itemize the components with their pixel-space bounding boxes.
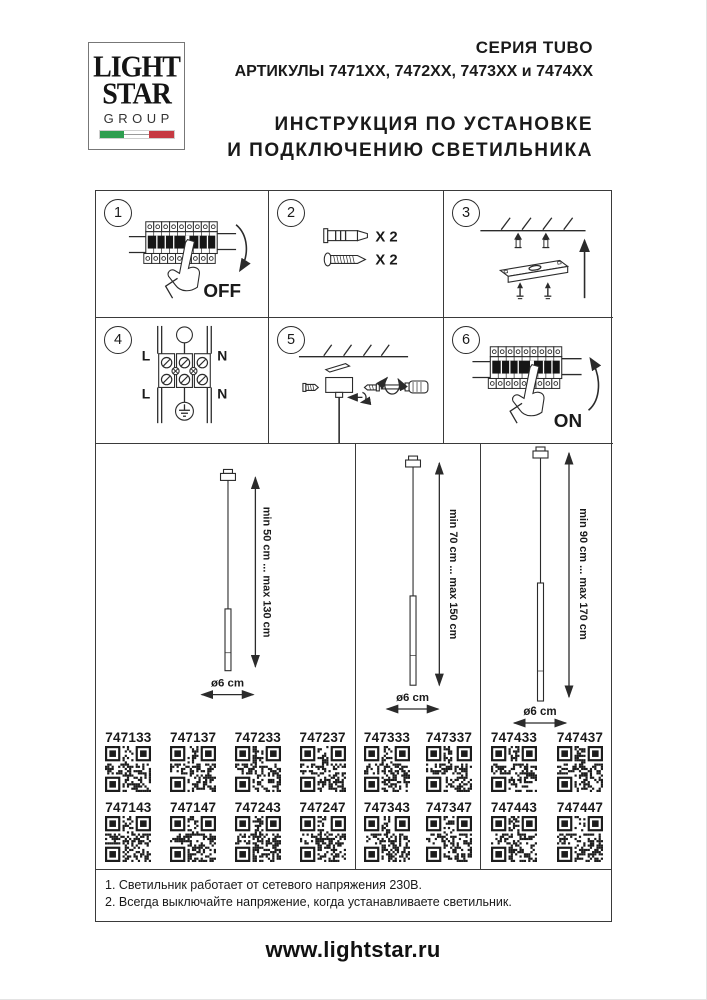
canopy-box <box>326 378 353 393</box>
article-item <box>290 800 355 870</box>
terminal-label-n-top: N <box>217 347 228 364</box>
article-number: 747433 <box>490 730 538 745</box>
article-item <box>547 730 613 800</box>
qr-code <box>235 746 281 792</box>
articles-grid-2 <box>356 730 480 870</box>
dowel-qty-label: X 2 <box>375 229 398 246</box>
on-label: ON <box>553 410 583 432</box>
step-number-1: 1 <box>104 199 132 227</box>
screw-up-icon <box>544 282 551 298</box>
height-range-label: min 50 cm ... max 130 cm <box>260 506 273 638</box>
flag-red-segment <box>149 131 174 138</box>
insert-arrow-icon <box>349 392 366 402</box>
canopy-nub <box>409 456 418 460</box>
article-number: 747143 <box>105 800 152 815</box>
logo-word-star: STAR <box>102 77 171 112</box>
article-item <box>96 730 161 800</box>
footer-url: www.lightstar.ru <box>265 937 441 962</box>
notes-section <box>96 869 611 921</box>
logo-word-light: LIGHT <box>93 50 180 85</box>
instruction-title-line2: И ПОДКЛЮЧЕНИЮ СВЕТИЛЬНИКА <box>227 140 593 161</box>
article-number: 747343 <box>363 800 411 815</box>
logo-word-group: GROUP <box>103 111 174 126</box>
flag-white-segment <box>124 131 149 138</box>
curved-arrow-up-icon <box>589 359 599 411</box>
height-range-label: min 70 cm ... max 150 cm <box>447 508 460 640</box>
articles-line: АРТИКУЛЫ 7471XX, 7472XX, 7473XX и 7474XX <box>234 63 593 80</box>
article-item <box>418 730 480 800</box>
italian-flag-stripe <box>100 131 174 138</box>
article-item <box>96 800 161 870</box>
qr-code <box>491 746 537 792</box>
article-number: 747247 <box>299 800 346 815</box>
article-number: 747437 <box>556 730 604 745</box>
qr-code <box>557 746 603 792</box>
article-item <box>481 730 547 800</box>
step-number-3: 3 <box>452 199 480 227</box>
article-number: 747443 <box>490 800 538 815</box>
article-item <box>481 800 547 870</box>
article-number: 747347 <box>425 800 473 815</box>
lightstar-logo <box>88 42 185 150</box>
qr-code <box>491 816 537 862</box>
instruction-table <box>95 190 612 922</box>
article-number: 747447 <box>556 800 604 815</box>
pendant-diagram-2 <box>356 444 480 732</box>
terminal-label-l-top: L <box>141 347 151 364</box>
ceiling-canopy <box>406 460 421 467</box>
ceiling-canopy <box>221 473 236 480</box>
qr-code <box>300 816 346 862</box>
screw-right-icon <box>364 384 379 391</box>
qr-code <box>105 816 151 862</box>
anchor-icon <box>514 233 522 248</box>
step-panel-2 <box>269 191 444 318</box>
articles-grid-1 <box>96 730 355 870</box>
terminal-label-l-bottom: L <box>141 385 151 402</box>
step-panel-5 <box>269 318 444 444</box>
anchor-icon <box>542 233 550 248</box>
pendant-column-2 <box>356 444 481 869</box>
canopy-nub <box>536 447 545 451</box>
screw-icon <box>324 253 365 266</box>
qr-code <box>170 816 216 862</box>
step-number-6: 6 <box>452 326 480 354</box>
diameter-label: ø6 cm <box>210 677 245 690</box>
step-number-5: 5 <box>277 326 305 354</box>
pendant-column-1 <box>96 444 356 869</box>
screwdriver-icon <box>381 378 428 394</box>
article-item <box>547 800 613 870</box>
qr-code <box>300 746 346 792</box>
ceiling-canopy <box>533 451 548 458</box>
wall-plug-icon <box>324 229 368 243</box>
article-item <box>356 800 418 870</box>
qr-code <box>235 816 281 862</box>
tube-lamp <box>225 609 231 671</box>
article-number: 747137 <box>170 730 217 745</box>
article-number: 747243 <box>234 800 281 815</box>
instruction-title <box>220 112 593 164</box>
terminal-label-n-bottom: N <box>217 385 228 402</box>
note-2: 2. Всегда выключайте напряжение, когда устанавливаете светильник. <box>105 895 512 909</box>
rod-connector <box>336 392 343 397</box>
bracket-small-icon <box>326 364 350 372</box>
step-panel-1 <box>96 191 269 318</box>
tube-lamp <box>410 596 416 685</box>
article-number: 747333 <box>363 730 411 745</box>
mounting-bracket <box>500 260 567 282</box>
screw-qty-label: X 2 <box>375 252 398 269</box>
note-1: 1. Светильник работает от сетевого напряжения 230В. <box>105 878 422 892</box>
diameter-label: ø6 cm <box>396 692 430 705</box>
step-number-2: 2 <box>277 199 305 227</box>
diameter-label: ø6 cm <box>523 706 557 718</box>
article-item <box>290 730 355 800</box>
article-number: 747233 <box>234 730 281 745</box>
article-number: 747147 <box>170 800 217 815</box>
qr-code <box>426 816 472 862</box>
pendant-diagram-3 <box>481 444 613 732</box>
ground-symbol <box>176 387 194 420</box>
tube-lamp <box>538 583 544 701</box>
step-panel-6 <box>444 318 613 444</box>
articles-grid-3 <box>481 730 613 870</box>
screw-up-icon <box>517 282 524 298</box>
height-range-label: min 90 cm ... max 170 cm <box>577 508 589 640</box>
canopy-nub <box>224 469 233 473</box>
series-title: СЕРИЯ TUBO <box>475 38 593 57</box>
article-item <box>356 730 418 800</box>
off-label: OFF <box>203 280 242 302</box>
article-number: 747337 <box>425 730 473 745</box>
step-panel-4 <box>96 318 269 444</box>
header-titles <box>220 38 593 164</box>
step-panel-3 <box>444 191 613 318</box>
article-item <box>418 800 480 870</box>
curved-arrow-down-icon <box>236 225 246 271</box>
screw-left-icon <box>303 383 318 391</box>
article-item <box>161 730 226 800</box>
qr-code <box>364 746 410 792</box>
ceiling-line <box>480 218 585 231</box>
qr-code <box>105 746 151 792</box>
terminal-block <box>159 354 211 388</box>
article-number: 747237 <box>299 730 346 745</box>
ceiling-line <box>299 345 408 357</box>
article-number: 747133 <box>105 730 152 745</box>
qr-code <box>170 746 216 792</box>
pendant-column-3 <box>481 444 613 869</box>
pendant-diagram-1 <box>96 444 355 732</box>
qr-code <box>557 816 603 862</box>
instruction-title-line1: ИНСТРУКЦИЯ ПО УСТАНОВКЕ <box>274 114 593 135</box>
article-item <box>161 800 226 870</box>
article-item <box>226 730 291 800</box>
step-number-4: 4 <box>104 326 132 354</box>
article-item <box>226 800 291 870</box>
qr-code <box>426 746 472 792</box>
flag-green-segment <box>100 131 125 138</box>
lamp-circle <box>177 327 193 343</box>
qr-code <box>364 816 410 862</box>
